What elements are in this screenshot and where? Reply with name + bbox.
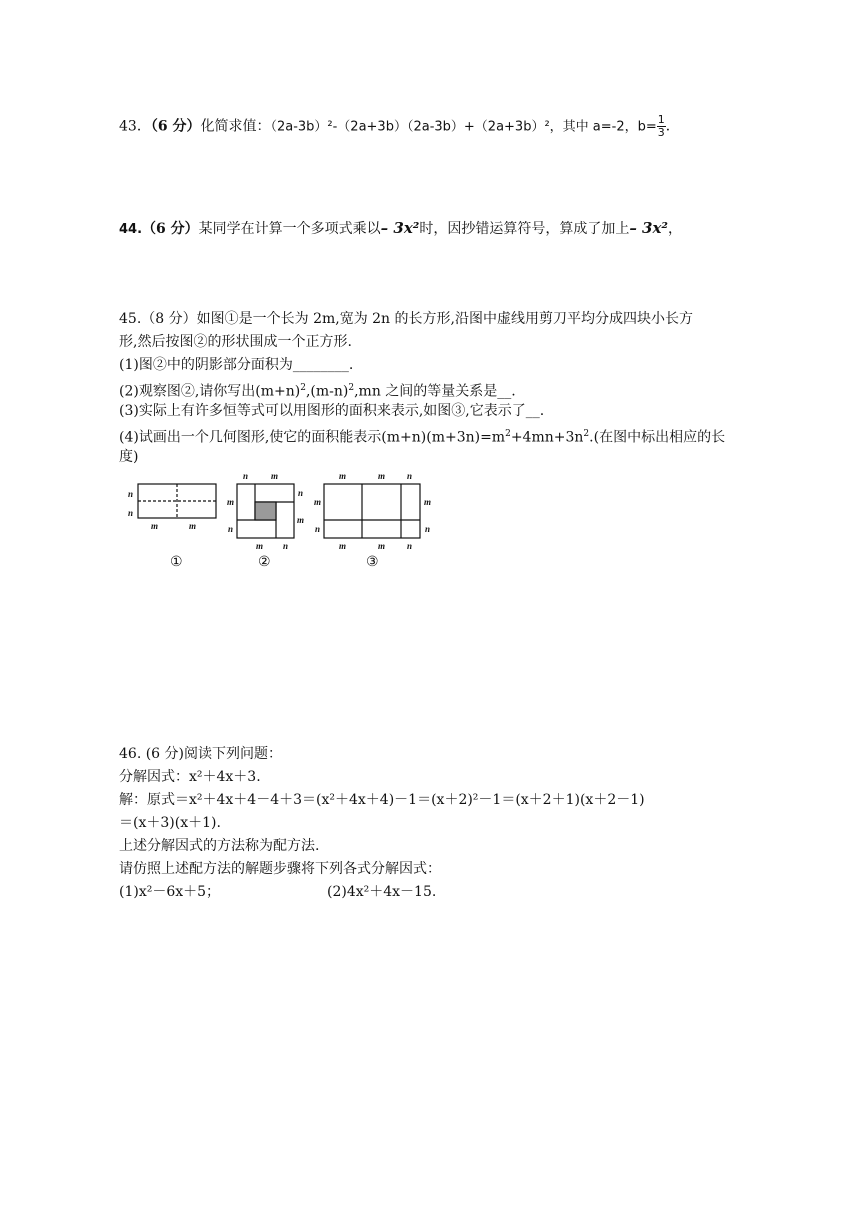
fig1-label-m-right: m	[189, 521, 197, 531]
fig3-label-n-right: n	[425, 524, 431, 534]
fig2-label-n-right: n	[298, 488, 304, 498]
fig3-label-m-left: m	[314, 497, 322, 507]
fig3-label-n-bottom: n	[407, 541, 413, 551]
figure-2-caption: ②	[258, 555, 271, 570]
q46-line-2: 分解因式：x²＋4x＋3.	[119, 769, 261, 785]
fig2-label-m-top: m	[271, 471, 279, 481]
q45-part-4-a: (4)试画出一个几何图形,使它的面积能表示(m+n)(m+3n)=m	[119, 429, 506, 446]
q43-fraction	[657, 114, 666, 139]
q43-number: 43．	[119, 118, 151, 135]
fig1-label-n-bottom: n	[128, 508, 134, 518]
q44-number: 44.	[119, 222, 143, 237]
fig2-label-n-left: n	[228, 524, 234, 534]
q46-line-4: ＝(x＋3)(x＋1).	[119, 815, 221, 831]
q46-line-5: 上述分解因式的方法称为配方法.	[119, 838, 320, 854]
q45-intro-line-2: 形,然后按图②的形状围成一个正方形.	[119, 334, 352, 350]
fig1-label-m-left: m	[151, 521, 159, 531]
fig3-label-m-bottom-2: m	[378, 541, 386, 551]
q45-intro-line-1: 45.（8 分）如图①是一个长为 2m,宽为 2n 的长方形,沿图中虚线用剪刀平均分成四块小长方	[119, 311, 693, 327]
fig3-label-m-bottom-1: m	[339, 541, 347, 551]
q44-text-1: 某同学在计算一个多项式乘以	[198, 221, 381, 237]
q43-lead: 化简求值：	[200, 118, 271, 135]
q45-part-3: (3)实际上有许多恒等式可以用图形的面积来表示,如图③,它表示了__.	[119, 403, 545, 419]
q45-part-2	[119, 378, 516, 402]
fig2-label-n-bottom: n	[283, 541, 289, 551]
q45-part-4-sup-1: 2	[505, 429, 511, 439]
figure-3-caption: ③	[366, 555, 379, 570]
q45-part-4-continued: 度)	[119, 449, 139, 465]
q46-line-6: 请仿照上述配方法的解题步骤将下列各式分解因式：	[119, 861, 441, 877]
q44-text-2: 时，因抄错运算符号，算成了加上	[419, 221, 630, 237]
q45-part-2-sup-2: 2	[348, 383, 355, 393]
q44-score: （6 分）	[142, 221, 199, 237]
question-43	[119, 114, 680, 139]
q46-line-1: 46. (6 分)阅读下列问题：	[119, 746, 282, 762]
q45-part-4-c: .(在图中标出相应的长	[589, 429, 726, 446]
fig1-label-n-top: n	[128, 489, 134, 499]
q44-math-1: – 3x²	[380, 219, 420, 237]
figure-3-rectangle	[324, 484, 420, 538]
q45-part-1: (1)图②中的阴影部分面积为________.	[119, 357, 354, 373]
q43-fraction-denominator: 3	[657, 126, 665, 139]
q45-part-2-b: ,(m-n)	[305, 383, 349, 400]
fig2-label-n-top: n	[243, 471, 249, 481]
figure-2-shaded-square	[255, 502, 276, 520]
q46-line-3: 解：原式＝x²＋4x＋4－4＋3＝(x²＋4x＋4)－1＝(x＋2)²－1＝(x＋2＋1)(x＋2－1)	[119, 792, 645, 808]
q44-text-3: ，	[668, 221, 682, 237]
fig2-label-m-bottom: m	[256, 541, 264, 551]
q46-item-2: (2)4x²＋4x－15.	[327, 884, 437, 900]
q45-figures	[120, 468, 450, 572]
q45-part-4	[119, 424, 725, 448]
fig3-label-m-top-2: m	[378, 471, 386, 481]
question-44	[119, 218, 682, 240]
fig2-label-m-left: m	[227, 497, 235, 507]
figure-1-caption: ①	[170, 555, 183, 570]
q43-expression: （2a-3b）²-（2a+3b）（2a-3b）+（2a+3b）²，其中 a=-2，b=	[270, 119, 657, 135]
q45-part-2-a: (2)观察图②,请你写出(m+n)	[119, 383, 301, 400]
fig3-label-n-left: n	[315, 524, 321, 534]
fig3-label-m-right: m	[424, 497, 432, 507]
q43-fraction-numerator: 1	[657, 113, 665, 126]
q43-score: （6 分）	[150, 118, 201, 135]
q45-part-2-c: ,mn 之间的等量关系是__.	[354, 383, 516, 400]
q45-part-4-b: +4mn+3n	[510, 429, 584, 446]
q45-part-2-sup-1: 2	[300, 383, 306, 393]
q44-math-2: – 3x²	[629, 219, 668, 237]
q43-tail: ．	[665, 118, 680, 135]
q45-part-4-sup-2: 2	[583, 429, 590, 439]
fig2-label-m-right: m	[297, 515, 305, 525]
fig3-label-m-top-1: m	[339, 471, 347, 481]
q46-item-1: (1)x²－6x＋5；	[119, 884, 221, 900]
fig3-label-n-top: n	[407, 471, 413, 481]
